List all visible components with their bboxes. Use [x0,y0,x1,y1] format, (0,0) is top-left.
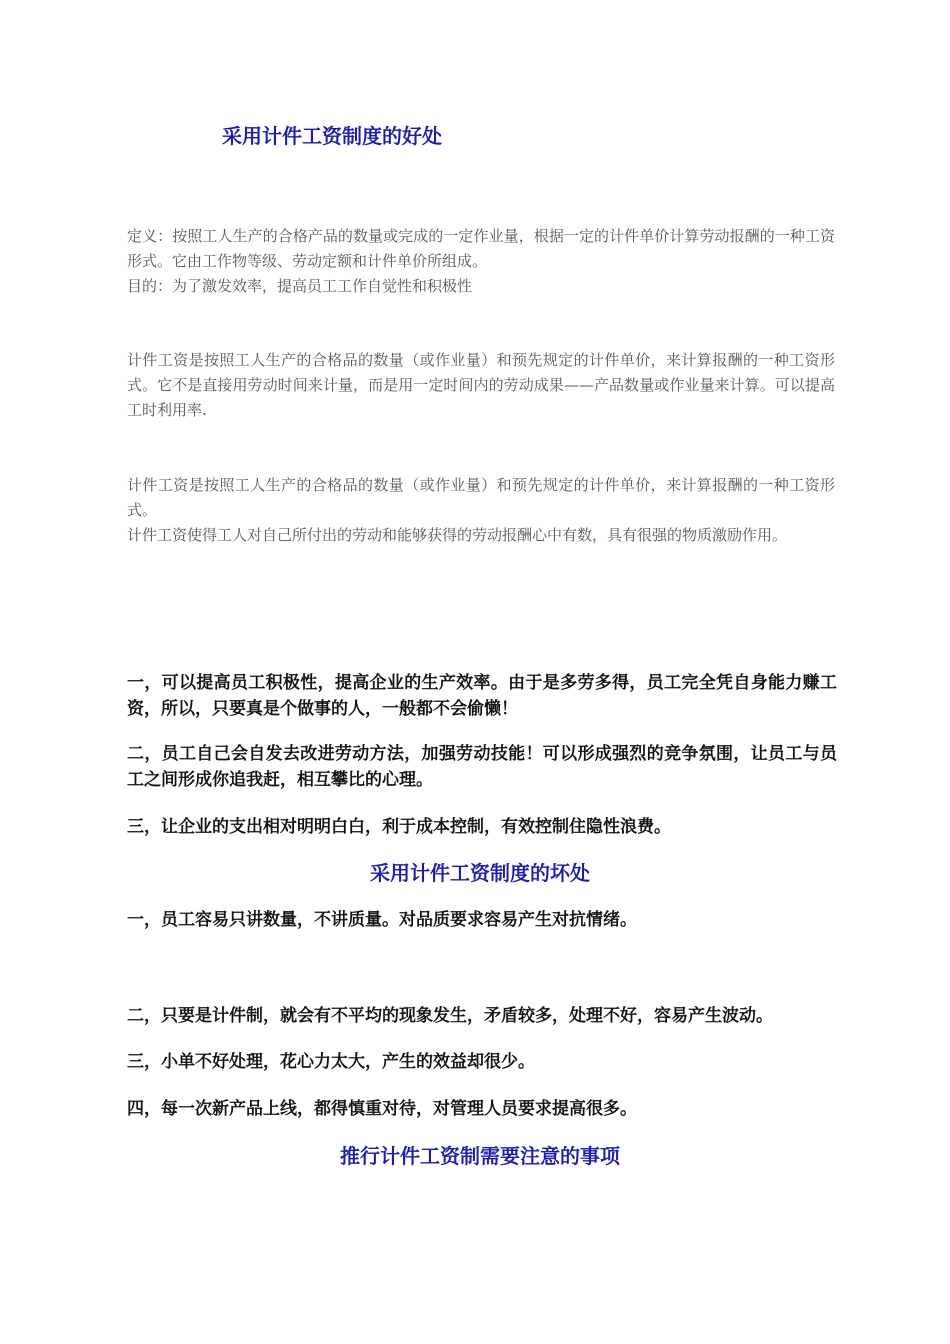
drawback-item-3: 三，小单不好处理，花心力太大，产生的效益却很少。 [127,1052,535,1072]
definition-paragraph: 定义：按照工人生产的合格产品的数量或完成的一定作业量，根据一定的计件单价计算劳动报酬的一种工资形式。它由工作物等级、劳动定额和计件单价所组成。 [127,227,835,270]
incentive-paragraph: 计件工资使得工人对自己所付出的劳动和能够获得的劳动报酬心中有数，具有很强的物质激励作用。 [127,526,788,544]
explanation-paragraph-repeat: 计件工资是按照工人生产的合格品的数量（或作业量）和预先规定的计件单价，来计算报酬的一种工资形式。 [127,476,835,519]
heading-drawbacks: 采用计件工资制度的坏处 [370,861,590,885]
benefit-item-2: 二，员工自己会自发去改进劳动方法，加强劳动技能！可以形成强烈的竞争氛围，让员工与员工之间形成你追我赶，相互攀比的心理。 [127,744,837,790]
benefit-item-1: 一，可以提高员工积极性，提高企业的生产效率。由于是多劳多得，员工完全凭自身能力赚工资，所以，只要真是个做事的人，一般都不会偷懒！ [127,673,837,719]
heading-benefits: 采用计件工资制度的好处 [222,124,442,148]
drawback-item-4: 四，每一次新产品上线，都得慎重对待，对管理人员要求提高很多。 [127,1099,637,1119]
drawback-item-2: 二，只要是计件制，就会有不平均的现象发生，矛盾较多，处理不好，容易产生波动。 [127,1006,773,1026]
benefit-item-3: 三，让企业的支出相对明明白白，利于成本控制，有效控制住隐性浪费。 [127,817,671,837]
purpose-paragraph: 目的：为了激发效率，提高员工工作自觉性和积极性 [127,277,473,295]
explanation-paragraph: 计件工资是按照工人生产的合格品的数量（或作业量）和预先规定的计件单价，来计算报酬的一种工资形式。它不是直接用劳动时间来计量，而是用一定时间内的劳动成果——产品数量或作业量来计算。可以提高工时利用率. [127,351,835,419]
drawback-item-1: 一，员工容易只讲数量，不讲质量。对品质要求容易产生对抗情绪。 [127,910,637,930]
heading-notes: 推行计件工资制需要注意的事项 [340,1144,620,1168]
